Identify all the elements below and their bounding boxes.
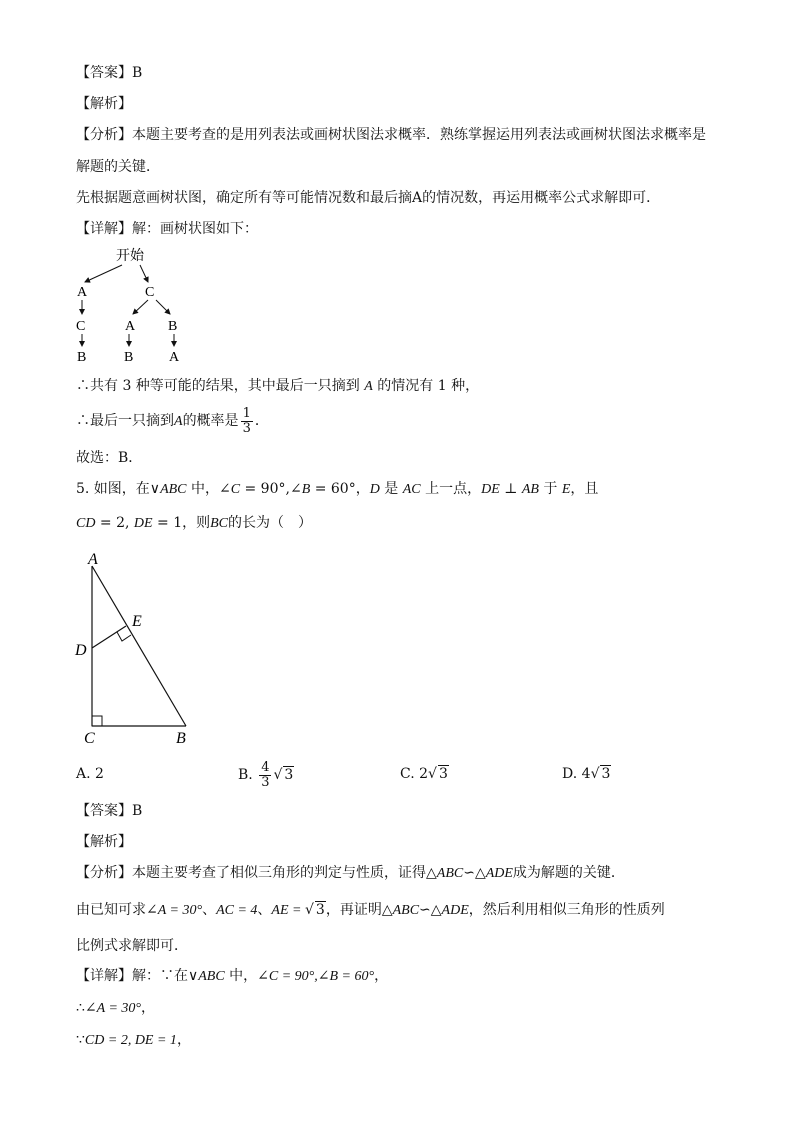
analysis-label: 【解析】 <box>76 96 132 112</box>
conclusion-line-1: ∴共有 3 种等可能的结果，其中最后一只摘到 A 的情况有 1 种， <box>76 378 480 394</box>
analysis-text-2: 【分析】本题主要考查了相似三角形的判定与性质，证得△ABC∽△ADE成为解题的关键． <box>76 865 625 881</box>
conclusion-line-2: ∴最后一只摘到A的概率是 $\frac{1}{3}$ ． <box>76 405 269 436</box>
tree-leaf-acb: B <box>77 350 87 365</box>
tree-node-cb: B <box>168 319 178 334</box>
method-text: 先根据题意画树状图，确定所有等可能情况数和最后摘A的情况数，再运用概率公式求解即可． <box>76 190 661 206</box>
probability-fraction: $\frac{1}{3}$ <box>242 405 251 436</box>
vertex-e: E <box>132 613 142 630</box>
segment-de <box>92 626 126 648</box>
triangle-figure <box>70 548 200 748</box>
analysis-text: 【分析】本题主要考查的是用列表法或画树状图法求概率．熟练掌握运用列表法或画树状图法求概率是 <box>76 127 706 143</box>
tree-leaf-cba: A <box>169 350 180 365</box>
tree-node-ac: C <box>76 319 86 334</box>
detail-text-2: 【详解】解：∵在∨ABC 中，∠C = 90°,∠B = 60°， <box>76 968 389 984</box>
vertex-a: A <box>88 551 98 568</box>
tree-root: 开始 <box>116 249 144 264</box>
answer-line: 【答案】B <box>76 65 143 81</box>
vertex-c: C <box>84 730 95 747</box>
option-d[interactable]: D. 4√ 3 <box>562 766 611 782</box>
tree-node-ca: A <box>125 319 136 334</box>
vertex-b: B <box>176 730 186 747</box>
right-angle-e <box>117 632 131 641</box>
answer-line-2: 【答案】B <box>76 803 143 819</box>
question-5-stem-cont: CD = 2, DE = 1，则BC的长为（ ） <box>76 515 313 531</box>
right-angle-c <box>92 716 102 726</box>
tree-node-c: C <box>145 285 155 300</box>
known-text-cont: 比例式求解即可． <box>76 938 188 954</box>
option-b[interactable]: B. $\frac{4}{3}$ √ 3 <box>238 759 294 790</box>
question-5-stem: 5. 如图，在∨ABC 中，∠C = 90°,∠B = 60°，D 是 AC 上一点，DE ⊥ AB 于 E，且 <box>76 481 599 497</box>
segment-ab <box>92 566 186 726</box>
vertex-d: D <box>75 642 87 659</box>
detail-text: 【详解】解：画树状图如下： <box>76 221 258 237</box>
tree-node-a: A <box>77 285 88 300</box>
option-a[interactable]: A. 2 <box>76 766 104 782</box>
tree-leaf-cab: B <box>124 350 134 365</box>
choose-line: 故选：B． <box>76 450 143 466</box>
analysis-label-2: 【解析】 <box>76 834 132 850</box>
step-2: ∵CD = 2, DE = 1， <box>76 1032 191 1048</box>
step-1: ∴∠A = 30°， <box>76 1000 155 1016</box>
known-text: 由已知可求∠A = 30°、AC = 4、AE = √ 3，再证明△ABC∽△ADE，然后利用相似三角形的性质列 <box>76 902 665 918</box>
tree-diagram <box>70 242 220 370</box>
analysis-text-cont: 解题的关键． <box>76 159 160 175</box>
option-c[interactable]: C. 2√ 3 <box>400 766 448 782</box>
